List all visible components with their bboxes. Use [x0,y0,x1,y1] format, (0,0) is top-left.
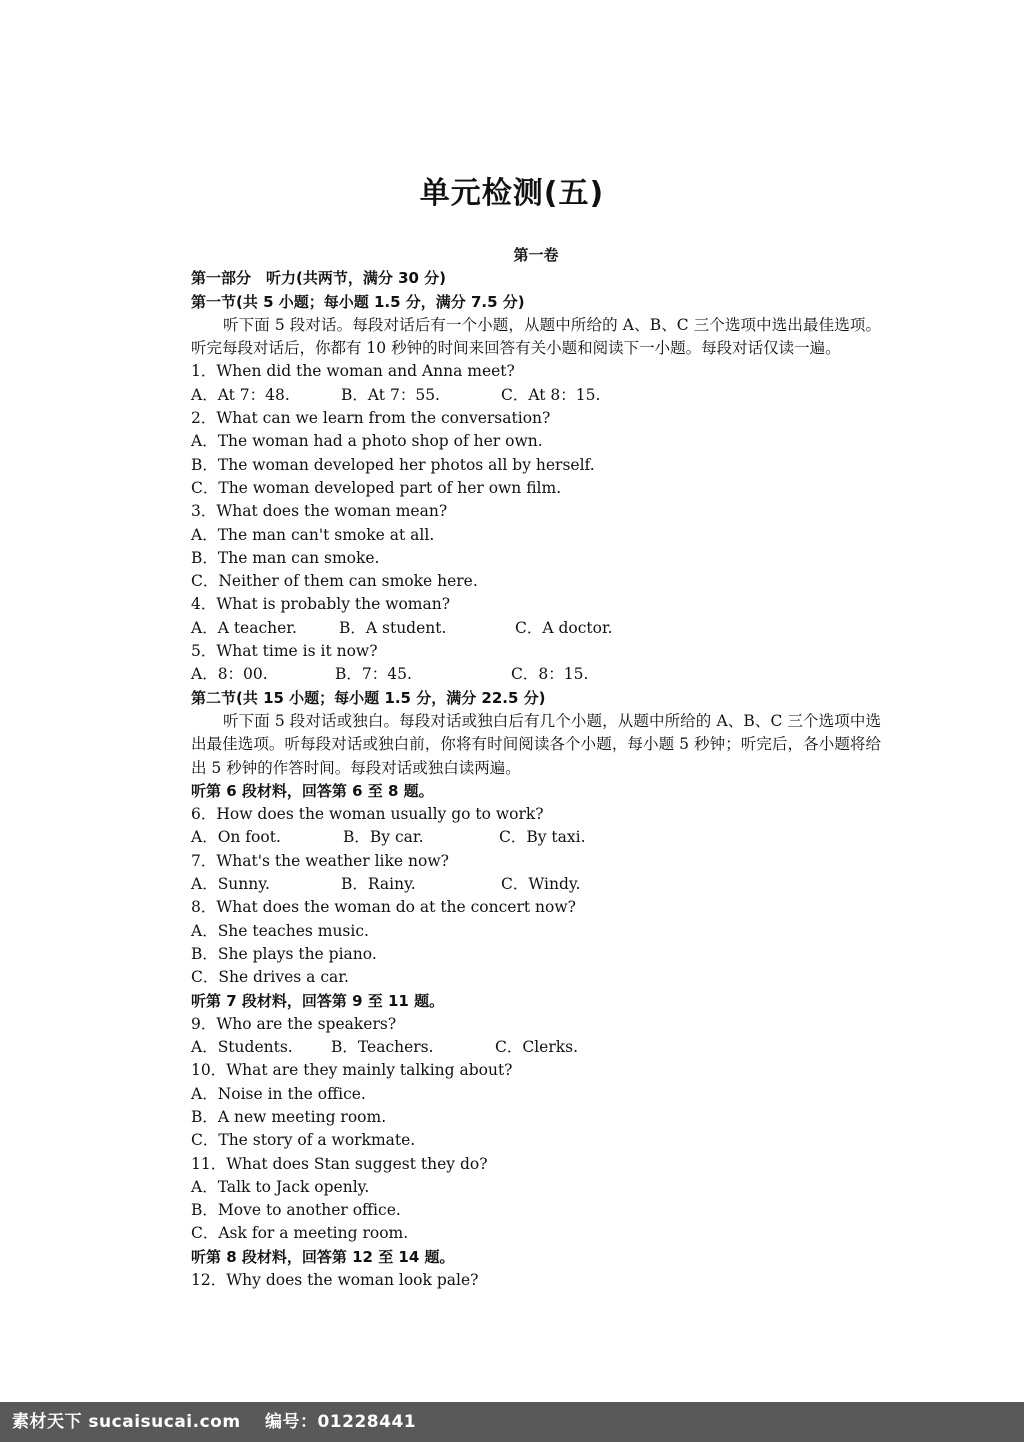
option-a: A．At 7：48. [191,385,290,404]
option-c: C．Clerks. [495,1038,579,1057]
question-6-options [191,826,881,849]
option-a: A．A teacher. [191,618,297,637]
material-8-heading: 听第 8 段材料，回答第 12 至 14 题。 [191,1247,455,1266]
option-b: B．Teachers. [331,1038,434,1057]
watermark-bar [0,1402,1024,1442]
volume-heading: 第一卷 [513,246,559,264]
option-a: A．The man can't smoke at all. [191,525,435,544]
option-c: C．Neither of them can smoke here. [191,572,478,591]
question-2: 2．What can we learn from the conversation? [191,409,551,428]
option-c: C．8：15. [511,665,589,684]
question-4: 4．What is probably the woman? [191,595,451,614]
section2-instructions: 听下面 5 段对话或独白。每段对话或独白后有几个小题，从题中所给的 A、B、C 三个选项中选出最佳选项。听每段对话或独白前，你将有时间阅读各个小题，每小题 5 秒钟；听完后，各小题将给出 5 秒钟的作答时间。每段对话或独白读两遍。 [191,711,881,777]
question-9-options [191,1036,881,1059]
page-title: 单元检测(五) [419,176,605,211]
option-a: A．8：00. [191,665,268,684]
option-b: B．A student. [339,618,447,637]
watermark-code: 编号：01228441 [264,1412,417,1432]
option-b: B．The man can smoke. [191,548,380,567]
option-b: B．Move to another office. [191,1201,401,1220]
option-c: C．Ask for a meeting room. [191,1224,409,1243]
question-11: 11．What does Stan suggest they do? [191,1154,488,1173]
question-5: 5．What time is it now? [191,642,378,661]
option-a: A．Noise in the office. [191,1084,366,1103]
option-b: B．A new meeting room. [191,1107,387,1126]
option-c: C．By taxi. [499,828,586,847]
section1-heading: 第一节(共 5 小题；每小题 1.5 分，满分 7.5 分) [191,292,525,311]
question-6: 6．How does the woman usually go to work? [191,805,544,824]
section2-heading: 第二节(共 15 小题；每小题 1.5 分，满分 22.5 分) [191,688,546,707]
question-1: 1．When did the woman and Anna meet? [191,362,515,381]
question-5-options [191,663,881,686]
option-a: A．On foot. [191,828,281,847]
question-8: 8．What does the woman do at the concert now? [191,898,576,917]
option-b: B．By car. [343,828,424,847]
material-6-heading: 听第 6 段材料，回答第 6 至 8 题。 [191,781,434,800]
part1-heading: 第一部分 听力(共两节，满分 30 分) [191,269,447,288]
section1-instructions: 听下面 5 段对话。每段对话后有一个小题，从题中所给的 A、B、C 三个选项中选出最佳选项。听完每段对话后，你都有 10 秒钟的时间来回答有关小题和阅读下一小题。每段对话仅读一遍。 [191,315,881,358]
option-c: C．The story of a workmate. [191,1131,416,1150]
option-b: B．She plays the piano. [191,944,377,963]
option-b: B．7：45. [335,665,412,684]
watermark-site: 素材天下 sucaisucai.com [12,1412,241,1432]
question-1-options [191,384,881,407]
material-7-heading: 听第 7 段材料，回答第 9 至 11 题。 [191,991,445,1010]
option-c: C．Windy. [501,875,581,894]
option-a: A．Sunny. [191,875,270,894]
question-7-options [191,873,881,896]
question-9: 9．Who are the speakers? [191,1014,397,1033]
question-12: 12．Why does the woman look pale? [191,1271,479,1290]
option-b: B．The woman developed her photos all by herself. [191,455,595,474]
option-b: B．Rainy. [341,875,416,894]
question-4-options [191,617,881,640]
question-3: 3．What does the woman mean? [191,502,448,521]
question-7: 7．What's the weather like now? [191,851,449,870]
option-c: C．A doctor. [515,618,613,637]
option-a: A．The woman had a photo shop of her own. [191,432,543,451]
option-c: C．She drives a car. [191,968,349,987]
option-c: C．The woman developed part of her own film. [191,478,562,497]
option-a: A．Talk to Jack openly. [191,1177,370,1196]
question-10: 10．What are they mainly talking about? [191,1061,513,1080]
exam-content [191,244,881,1292]
option-a: A．She teaches music. [191,921,369,940]
option-c: C．At 8：15. [501,385,601,404]
option-a: A．Students. [191,1038,293,1057]
option-b: B．At 7：55. [341,385,440,404]
